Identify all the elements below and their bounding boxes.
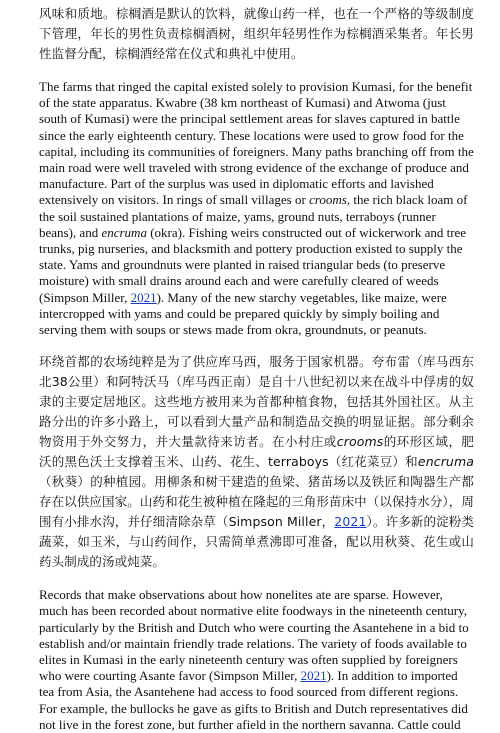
paragraph-text: 风味和质地。棕榈酒是默认的饮料，就像山药一样，也在一个严格的等级制度下管理，年长的男性负责棕榈酒树，组织年轻男性作为棕榈酒采集者。年长男性监督分配，棕榈酒经常在仪式和典礼中使用。 <box>39 6 474 61</box>
paragraph-zh-1 <box>39 4 474 64</box>
paragraph-text: , the rich black loam of the soil sustained plantations of maize, yams, ground nuts, terraboys (runner beans), and <box>39 192 468 240</box>
citation-link[interactable]: 2021 <box>130 289 157 305</box>
paragraph-text: ）。许多新的淀粉类蔬菜，如玉米，与山药间作，只需简单煮沸即可准备，配以用秋葵、花生或山药头制成的汤或炖菜。 <box>39 514 475 570</box>
citation-link[interactable]: 2021 <box>334 514 367 530</box>
paragraph-text: 的环形区域，肥沃的黑色沃土支撑着玉米、山药、花生、terraboys（红花菜豆）和 <box>39 434 474 470</box>
paragraph-text: ). Many of the new starchy vegetables, like maize, were intercropped with yams and could be prepared quickly by simply boiling and serving them with soups or stews made from okra, groundnuts, or peanuts. <box>39 289 447 338</box>
citation-link[interactable]: 2021 <box>300 668 327 684</box>
paragraph-text: （秋葵）的种植园。用柳条和树干建造的鱼梁、猪苗场以及铁匠和陶器生产都存在以供应国家。山药和花生被种植在隆起的三角形苗床中（以保持水分），周围有小排水沟，并仔细清除杂草（Simpson Miller， <box>39 474 474 530</box>
paragraph-text: The farms that ringed the capital existed solely to provision Kumasi, for the benefit of the state apparatus. Kwabre (38 km northeast of Kumasi) and Atwoma (just south of Kumasi) were the principal settlement areas for slaves captured in battle since the early eighteenth century. These locations were used to grow food for the capital, including its communities of foreigners. Many paths branching off from the main road were well traveled with strong evidence of the exchange of produce and manufacture. Part of the surplus was used in diplomatic efforts and lavished extensively on visitors. In rings of small villages or <box>39 79 474 208</box>
paragraph-text: ). In addition to imported tea from Asia, the Asantehene had access to food sourced from different regions. For example, the bullocks he gave as gifts to British and Dutch representatives did not live in the forest zone, but further afield in the northern savanna. Cattle could <box>39 668 468 732</box>
paragraph-en-2 <box>39 587 474 733</box>
term-crooms: crooms <box>336 434 384 450</box>
paragraph-text: 环绕首都的农场纯粹是为了供应库马西，服务于国家机器。夸布雷（库马西东北38公里）和阿特沃马（库马西正南）是自十八世纪初以来在战斗中俘虏的奴隶的主要定居地区。这些地方被用来为首都种植食物，包括其外国社区。从主路分出的许多小路上，可以看到大量产品和制造品交换的明显证据。部分剩余物资用于外交努力，并大量款待来访者。在小村庄或 <box>39 354 474 450</box>
term-crooms: crooms <box>309 192 347 208</box>
paragraph-zh-2 <box>39 352 474 572</box>
paragraph-text: Records that make observations about how nonelites ate are sparse. However, much has been recorded about normative elite foodways in the nineteenth century, particularly by the British and Dutch who were courting the Asantehene in a bid to establish and/or maintain friendly trade relations. The variety of foods available to elites in Kumasi in the early nineteenth century was often supplied by foreigners who were courting Asante favor (Simpson Miller, <box>39 587 469 684</box>
paragraph-text: (okra). Fishing weirs constructed out of wickerwork and tree trunks, pig nurseries, and blacksmith and pottery production existed to supply the state. Yams and groundnuts were planted in raised triangular beds (to preserve moisture) with small drains around each and were carefully cleared of weeds (Simpson Miller, <box>39 224 467 305</box>
paragraph-en-1 <box>39 79 474 338</box>
term-encruma: encruma <box>417 454 474 470</box>
term-encruma: encruma <box>101 224 147 240</box>
